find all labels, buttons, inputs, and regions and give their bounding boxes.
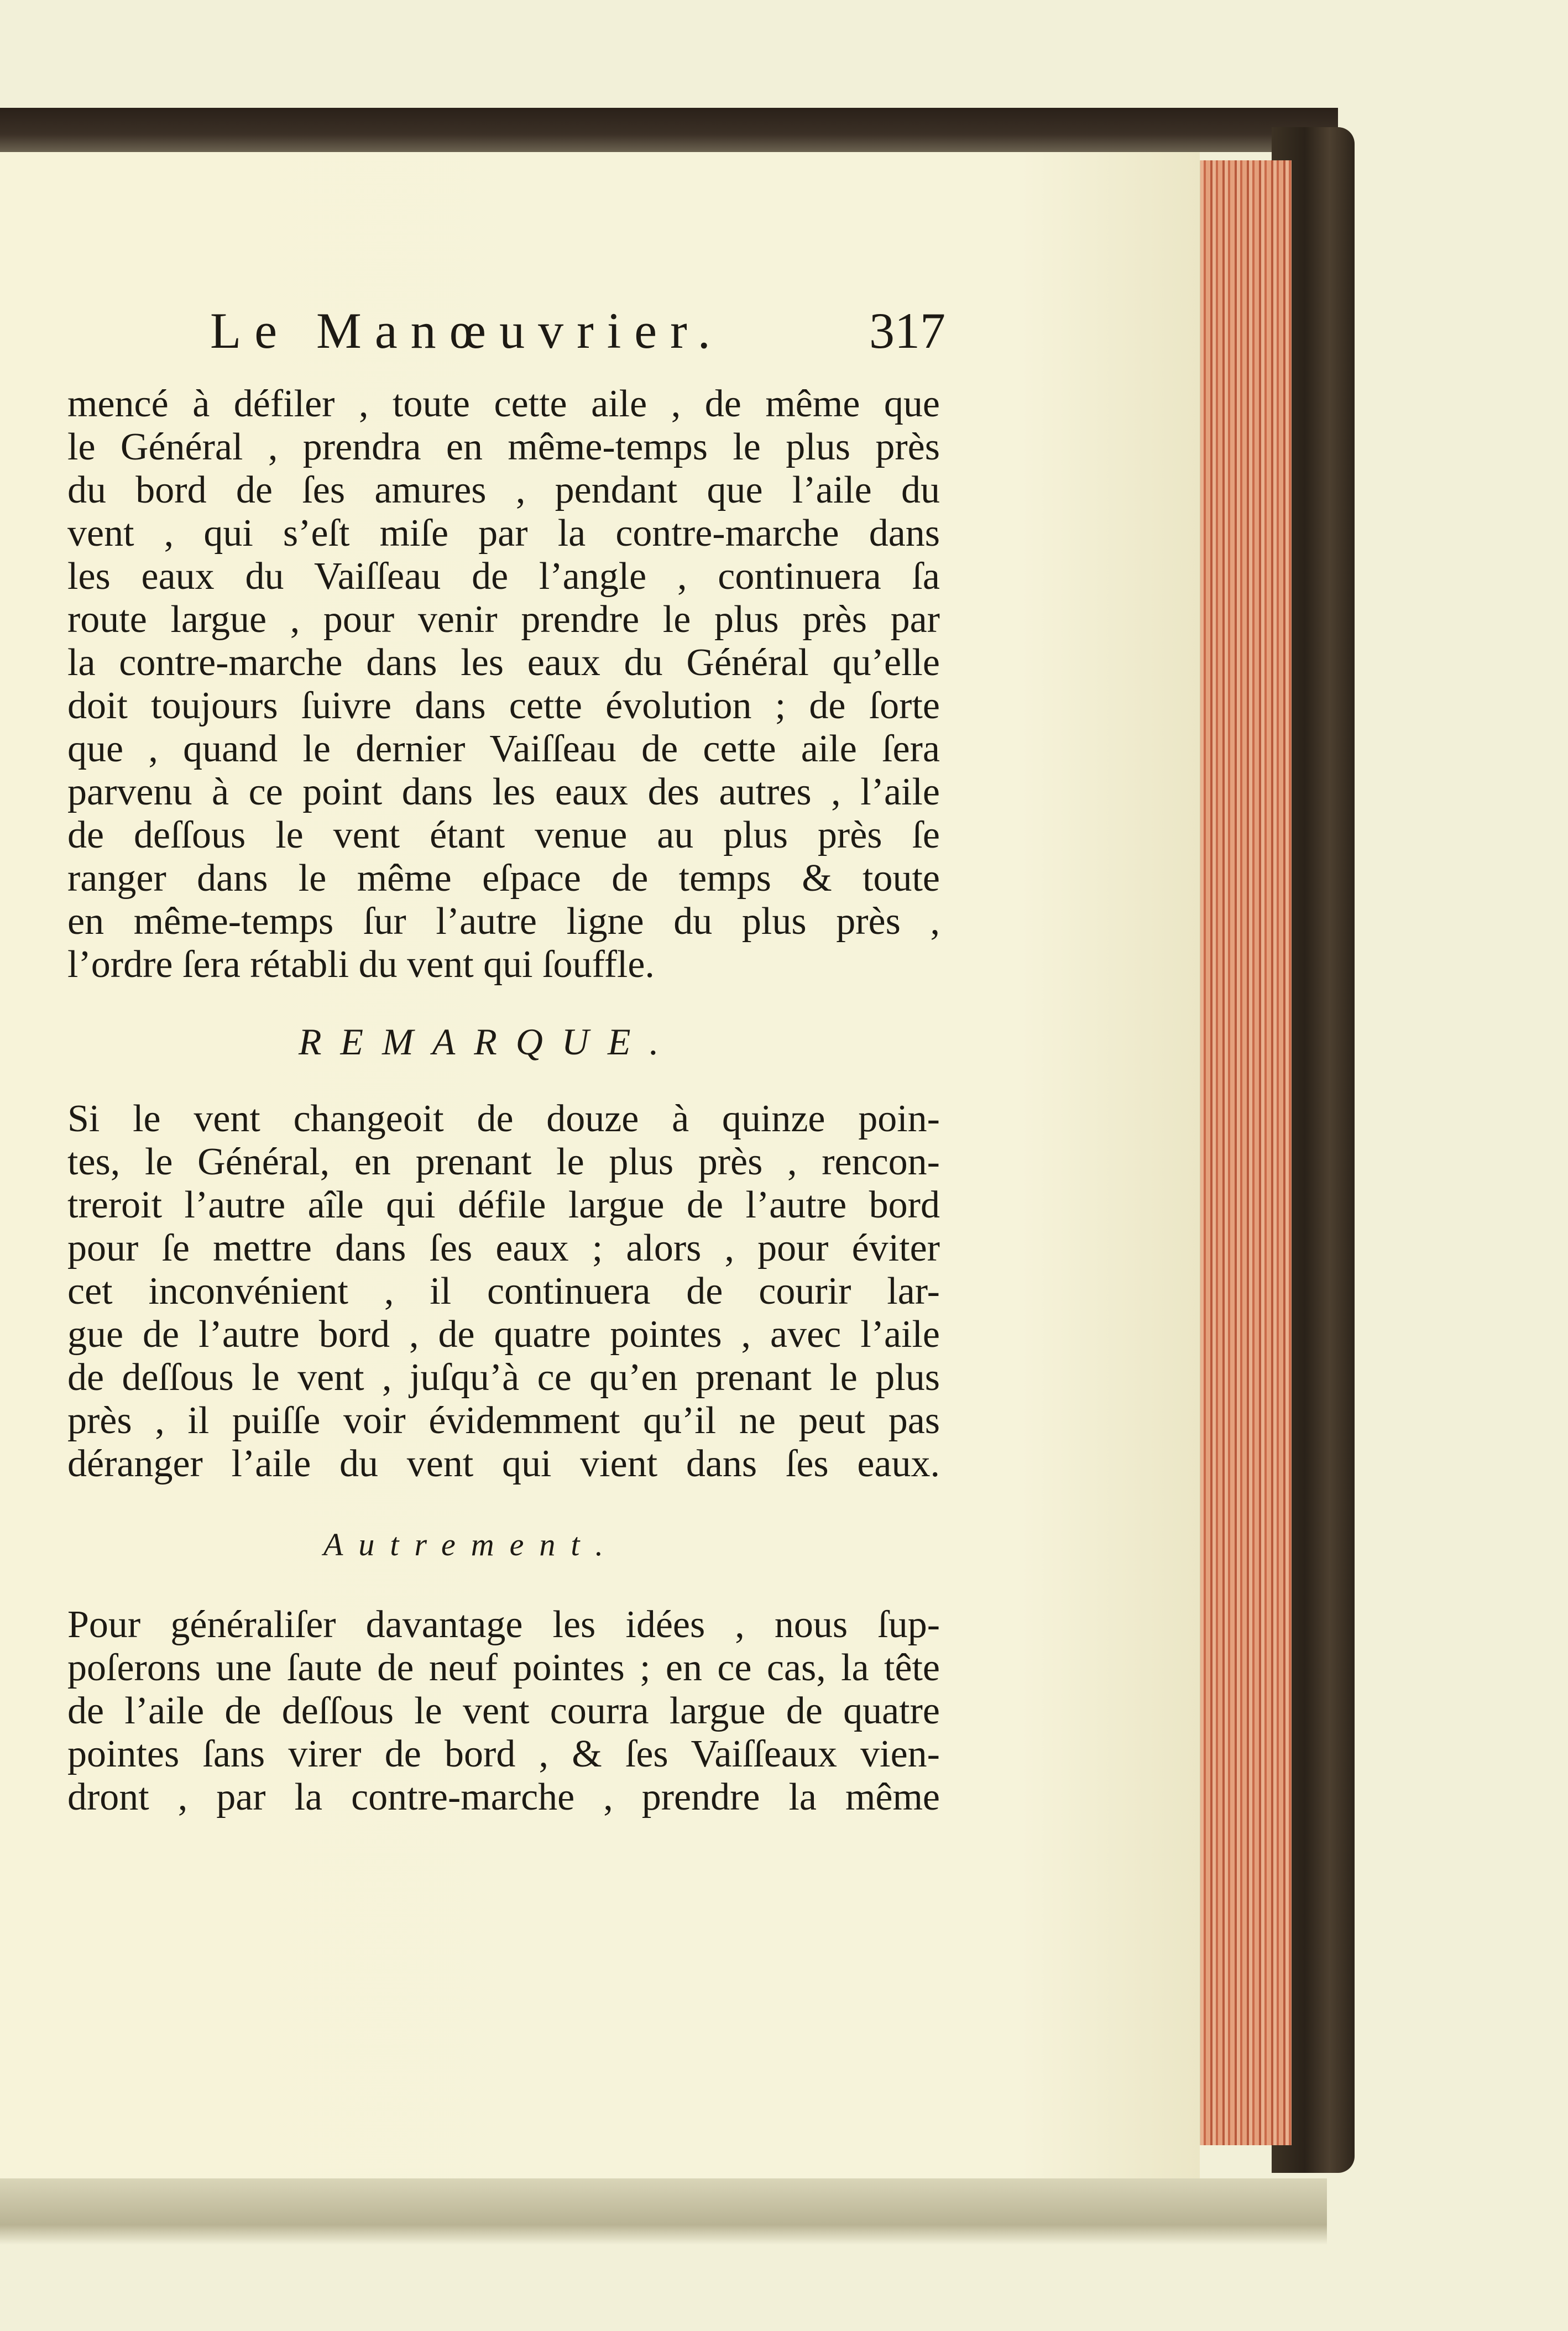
section-heading-remarque: REMARQUE. (299, 1021, 678, 1063)
text-line: vent , qui s’eſt miſe par la contre-marche dans (67, 512, 940, 555)
section-heading-autrement: Autrement. (323, 1527, 619, 1562)
running-head (210, 301, 945, 362)
text-line: les eaux du Vaiſſeau de l’angle , continuera ſa (67, 555, 940, 598)
text-line: tes, le Général, en prenant le plus près , rencon- (67, 1141, 940, 1183)
text-line: pointes ſans virer de bord , & ſes Vaiſſeaux vien- (67, 1733, 940, 1775)
text-line: doit toujours ſuivre dans cette évolution ; de ſorte (67, 684, 940, 727)
text-line: gue de l’autre bord , de quatre pointes , avec l’aile (67, 1313, 940, 1356)
text-line: de deſſous le vent étant venue au plus près ſe (67, 814, 940, 856)
text-line: ranger dans le même eſpace de temps & toute (67, 857, 940, 900)
text-line: poſerons une ſaute de neuf pointes ; en ce cas, la tête (67, 1647, 940, 1689)
text-line: mencé à défiler , toute cette aile , de même que (67, 383, 940, 425)
text-line: l’ordre ſera rétabli du vent qui ſouffle. (67, 943, 655, 986)
text-line: Si le vent changeoit de douze à quinze poin- (67, 1097, 940, 1140)
bottom-page-shadow (0, 2178, 1327, 2245)
text-line: pour ſe mettre dans ſes eaux ; alors , pour éviter (67, 1227, 940, 1269)
top-page-edge (0, 108, 1338, 152)
text-line: cet inconvénient , il continuera de courir lar- (67, 1270, 940, 1313)
text-line: Pour généraliſer davantage les idées , nous ſup- (67, 1603, 940, 1646)
text-line: de l’aile de deſſous le vent courra largue de quatre (67, 1690, 940, 1732)
text-line: route largue , pour venir prendre le plus près par (67, 598, 940, 641)
text-line: près , il puiſſe voir évidemment qu’il ne peut pas (67, 1399, 940, 1442)
text-line: que , quand le dernier Vaiſſeau de cette aile ſera (67, 728, 940, 770)
page-number: 317 (869, 302, 945, 359)
text-line: du bord de ſes amures , pendant que l’aile du (67, 469, 940, 511)
text-line: parvenu à ce point dans les eaux des autres , l’aile (67, 771, 940, 813)
page-fore-edge (1197, 160, 1292, 2145)
text-line: en même-temps ſur l’autre ligne du plus près , (67, 900, 940, 943)
text-line: de deſſous le vent , juſqu’à ce qu’en prenant le plus (67, 1356, 940, 1399)
text-line: le Général , prendra en même-temps le plus près (67, 426, 940, 468)
text-line: déranger l’aile du vent qui vient dans ſes eaux. (67, 1442, 940, 1485)
text-line: la contre-marche dans les eaux du Général qu’elle (67, 641, 940, 684)
running-title: Le Manœuvrier. (210, 302, 724, 359)
text-line: treroit l’autre aîle qui défile largue de l’autre bord (67, 1184, 940, 1226)
text-line: dront , par la contre-marche , prendre la même (67, 1776, 940, 1818)
